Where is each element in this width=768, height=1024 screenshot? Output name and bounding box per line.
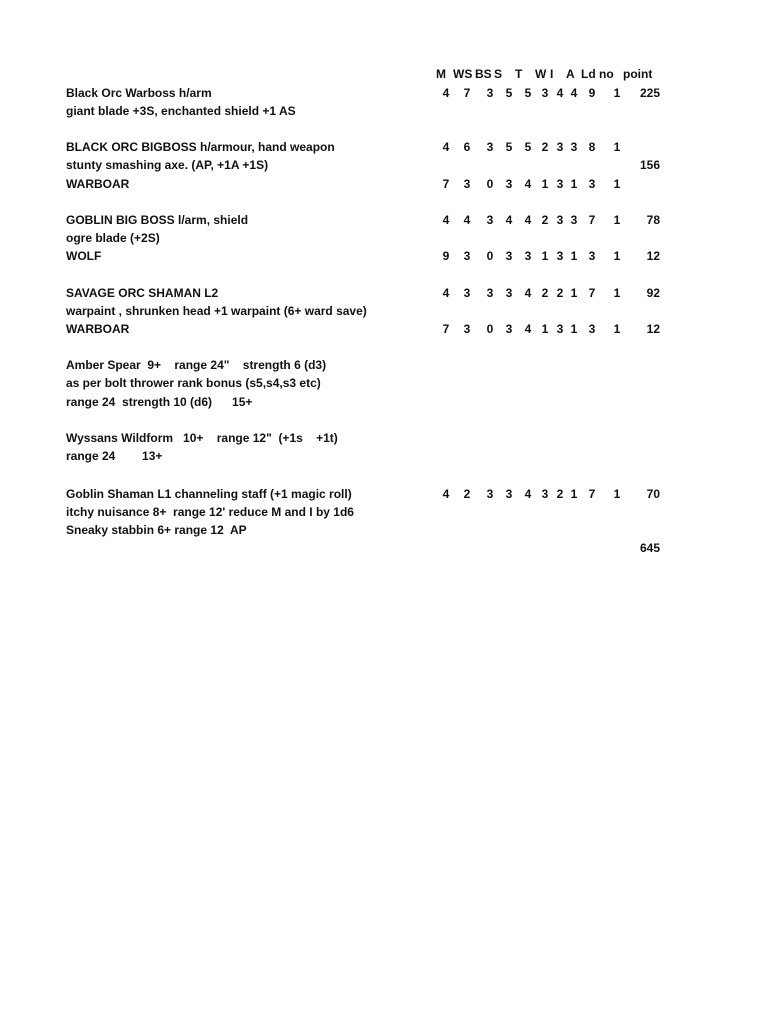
row-points: 70 — [646, 487, 660, 501]
stat-cell: 5 — [505, 140, 513, 154]
row-description: giant blade +3S, enchanted shield +1 AS — [66, 104, 296, 118]
row-description: Wyssans Wildform 10+ range 12" (+1s +1t) — [66, 431, 338, 445]
stat-cell: 1 — [570, 487, 578, 501]
row-points: 156 — [639, 158, 660, 172]
table-row — [0, 286, 768, 304]
row-description: as per bolt thrower rank bonus (s5,s4,s3 etc) — [66, 376, 321, 390]
stat-cell: 7 — [588, 286, 596, 300]
stat-cell: 3 — [556, 213, 564, 227]
stat-cell: 3 — [556, 177, 564, 191]
table-row — [0, 104, 768, 122]
stat-cell: 4 — [524, 487, 532, 501]
stat-cell: 2 — [556, 286, 564, 300]
stat-cell: 4 — [524, 286, 532, 300]
stat-cell: 3 — [556, 140, 564, 154]
stat-cell: 3 — [570, 140, 578, 154]
stat-cell: 3 — [505, 286, 513, 300]
stat-cell: 6 — [463, 140, 471, 154]
total-points: 645 — [639, 541, 660, 555]
stat-cell: 3 — [463, 177, 471, 191]
stat-cell: 3 — [505, 177, 513, 191]
stat-cell: 4 — [442, 86, 450, 100]
stat-cell: 1 — [613, 487, 621, 501]
row-points: 78 — [646, 213, 660, 227]
header-s: S — [494, 67, 503, 81]
row-points: 225 — [639, 86, 660, 100]
row-points: 12 — [646, 249, 660, 263]
stat-cell: 2 — [463, 487, 471, 501]
stat-cell: 9 — [442, 249, 450, 263]
stat-cell: 1 — [613, 213, 621, 227]
stat-cell: 3 — [463, 322, 471, 336]
header-point: point — [623, 67, 653, 81]
stat-cell: 2 — [541, 286, 549, 300]
stat-cell: 3 — [556, 249, 564, 263]
stat-cell: 1 — [570, 177, 578, 191]
stat-cell: 0 — [486, 249, 494, 263]
header-w: W — [535, 67, 547, 81]
header-m: M — [436, 67, 446, 81]
row-description: WOLF — [66, 249, 102, 263]
row-description: range 24 strength 10 (d6) 15+ — [66, 395, 253, 409]
table-row — [0, 376, 768, 394]
stat-cell: 4 — [463, 213, 471, 227]
stat-cell: 4 — [524, 177, 532, 191]
stat-cell: 3 — [541, 487, 549, 501]
stat-cell: 0 — [486, 322, 494, 336]
stat-cell: 1 — [541, 249, 549, 263]
table-row — [0, 158, 768, 176]
table-row — [0, 231, 768, 249]
stat-cell: 3 — [486, 286, 494, 300]
stat-cell: 0 — [486, 177, 494, 191]
stat-cell: 4 — [442, 213, 450, 227]
stat-cell: 7 — [463, 86, 471, 100]
stat-cell: 3 — [556, 322, 564, 336]
stat-cell: 4 — [570, 86, 578, 100]
table-row — [0, 304, 768, 322]
row-description: GOBLIN BIG BOSS l/arm, shield — [66, 213, 249, 227]
table-row — [0, 86, 768, 104]
header-i: I — [550, 67, 554, 81]
stat-cell: 3 — [486, 86, 494, 100]
row-description: WARBOAR — [66, 322, 130, 336]
stat-cell: 1 — [570, 322, 578, 336]
table-row — [0, 487, 768, 505]
stat-cell: 4 — [442, 140, 450, 154]
stat-cell: 5 — [524, 86, 532, 100]
table-row — [0, 505, 768, 523]
stat-cell: 1 — [570, 286, 578, 300]
header-a: A — [566, 67, 575, 81]
table-row — [0, 249, 768, 267]
row-description: Black Orc Warboss h/arm — [66, 86, 212, 100]
stat-cell: 4 — [524, 322, 532, 336]
header-ws: WS — [453, 67, 473, 81]
header-no: no — [599, 67, 614, 81]
stat-cell: 7 — [588, 487, 596, 501]
stat-cell: 3 — [505, 487, 513, 501]
stat-cell: 7 — [442, 322, 450, 336]
row-description: itchy nuisance 8+ range 12' reduce M and I by 1d6 — [66, 505, 354, 519]
row-description: BLACK ORC BIGBOSS h/armour, hand weapon — [66, 140, 335, 154]
row-description: warpaint , shrunken head +1 warpaint (6+ ward save) — [66, 304, 367, 318]
stat-cell: 3 — [486, 213, 494, 227]
stat-cell: 4 — [442, 286, 450, 300]
stat-cell: 3 — [505, 249, 513, 263]
row-description: Goblin Shaman L1 channeling staff (+1 magic roll) — [66, 487, 352, 501]
stat-cell: 1 — [613, 322, 621, 336]
stat-cell: 3 — [524, 249, 532, 263]
stat-cell: 4 — [524, 213, 532, 227]
stat-cell: 3 — [463, 249, 471, 263]
header-t: T — [515, 67, 523, 81]
table-row — [0, 523, 768, 541]
row-points: 92 — [646, 286, 660, 300]
row-description: stunty smashing axe. (AP, +1A +1S) — [66, 158, 269, 172]
table-row — [0, 395, 768, 413]
stat-cell: 4 — [556, 86, 564, 100]
stat-cell: 5 — [505, 86, 513, 100]
stat-cell: 3 — [588, 322, 596, 336]
stat-cell: 2 — [541, 213, 549, 227]
stat-cell: 3 — [463, 286, 471, 300]
stat-cell: 9 — [588, 86, 596, 100]
stat-cell: 3 — [486, 140, 494, 154]
stat-cell: 3 — [588, 249, 596, 263]
table-row — [0, 322, 768, 340]
stat-cell: 1 — [613, 86, 621, 100]
stat-cell: 3 — [541, 86, 549, 100]
stat-cell: 7 — [442, 177, 450, 191]
row-description: ogre blade (+2S) — [66, 231, 160, 245]
stat-cell: 1 — [541, 322, 549, 336]
stat-cell: 1 — [613, 249, 621, 263]
header-ld: Ld — [581, 67, 596, 81]
stat-cell: 3 — [588, 177, 596, 191]
stat-cell: 2 — [541, 140, 549, 154]
row-description: Sneaky stabbin 6+ range 12 AP — [66, 523, 247, 537]
row-description: range 24 13+ — [66, 449, 163, 463]
stat-cell: 4 — [505, 213, 513, 227]
stat-cell: 7 — [588, 213, 596, 227]
total-row — [0, 541, 768, 559]
table-row — [0, 449, 768, 467]
stat-cell: 1 — [570, 249, 578, 263]
stat-cell: 1 — [613, 140, 621, 154]
table-row — [0, 358, 768, 376]
stat-cell: 3 — [505, 322, 513, 336]
table-row — [0, 177, 768, 195]
row-description: SAVAGE ORC SHAMAN L2 — [66, 286, 219, 300]
header-bs: BS — [475, 67, 492, 81]
stat-cell: 4 — [442, 487, 450, 501]
table-row — [0, 140, 768, 158]
stat-cell: 2 — [556, 487, 564, 501]
table-row — [0, 213, 768, 231]
stat-cell: 8 — [588, 140, 596, 154]
stat-cell: 1 — [613, 177, 621, 191]
stat-header — [0, 67, 768, 83]
row-description: Amber Spear 9+ range 24" strength 6 (d3) — [66, 358, 327, 372]
stat-cell: 3 — [486, 487, 494, 501]
table-row — [0, 431, 768, 449]
row-description: WARBOAR — [66, 177, 130, 191]
stat-cell: 3 — [570, 213, 578, 227]
stat-cell: 1 — [613, 286, 621, 300]
stat-cell: 1 — [541, 177, 549, 191]
stat-cell: 5 — [524, 140, 532, 154]
row-points: 12 — [646, 322, 660, 336]
